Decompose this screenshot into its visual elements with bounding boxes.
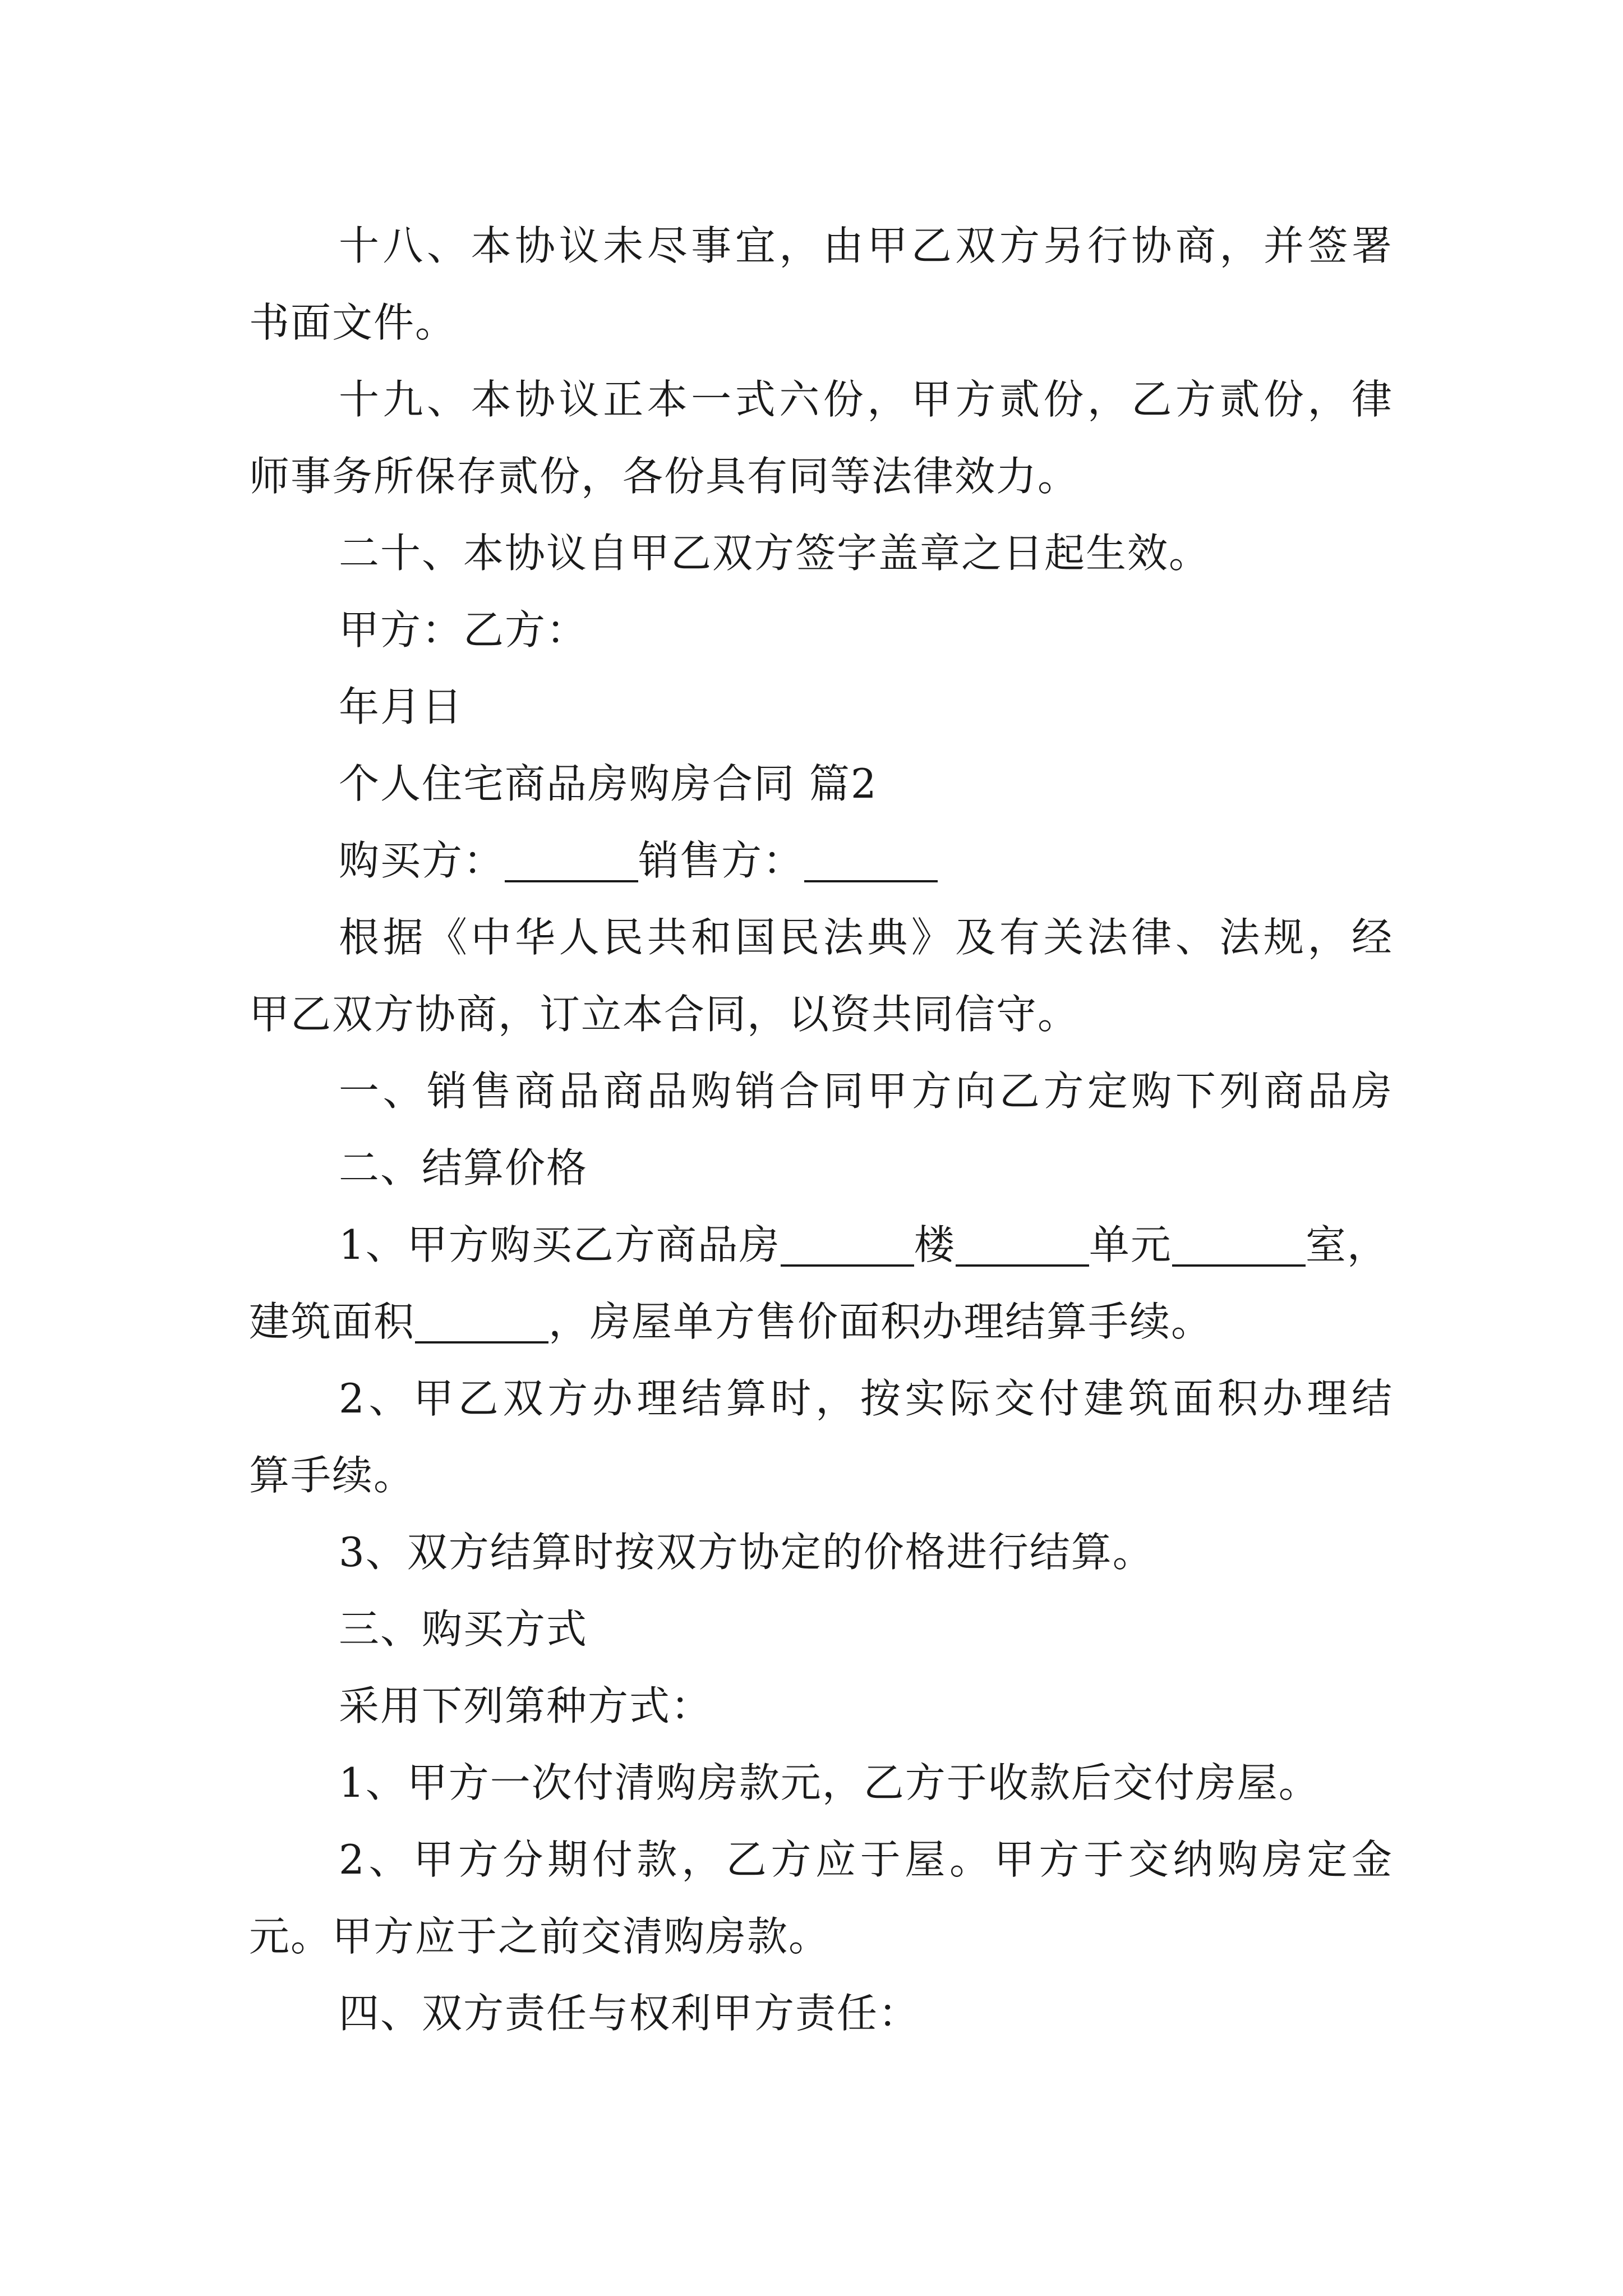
payment-option-2-line-2: 元。甲方应于之前交清购房款。	[249, 1913, 831, 1960]
clause-18-line-2: 书面文件。	[249, 299, 457, 346]
clause-19-line-2: 师事务所保存贰份，各份具有同等法律效力。	[249, 453, 1080, 500]
room-blank	[1172, 1264, 1306, 1267]
preamble-line-1: 根据《中华人民共和国民法典》及有关法律、法规，经	[339, 914, 1393, 961]
price-item-1-text-c: 单元	[1089, 1221, 1172, 1268]
unit-blank	[956, 1264, 1089, 1267]
section-3-heading: 三、购买方式	[339, 1605, 588, 1653]
price-item-2-line-1: 2、甲乙双方办理结算时，按实际交付建筑面积办理结	[339, 1375, 1393, 1422]
price-item-1-line-1	[249, 1207, 1393, 1283]
price-item-3: 3、双方结算时按双方协定的价格进行结算。	[339, 1529, 1154, 1576]
buyer-label: 购买方：	[339, 837, 505, 884]
preamble-line-2: 甲乙双方协商，订立本合同，以资共同信守。	[249, 991, 1080, 1038]
seller-label: 销售方：	[638, 837, 805, 884]
section-1-heading: 一、销售商品商品购销合同甲方向乙方定购下列商品房	[339, 1068, 1393, 1115]
price-item-1-text-e: 建筑面积	[249, 1298, 416, 1345]
price-item-1-text-a: 1、甲方购买乙方商品房	[339, 1221, 781, 1268]
parties-line	[249, 822, 1393, 899]
document-body	[249, 208, 1393, 2052]
seller-blank	[804, 880, 938, 882]
section-2-heading: 二、结算价格	[339, 1144, 588, 1191]
clause-20: 二十、本协议自甲乙双方签字盖章之日起生效。	[339, 530, 1211, 577]
price-item-1-text-d: 室，	[1305, 1221, 1389, 1268]
signature-date: 年月日	[339, 683, 464, 730]
payment-option-2-line-1: 2、甲方分期付款，乙方应于屋。甲方于交纳购房定金	[339, 1836, 1393, 1883]
price-item-1-text-f: ，房屋单方售价面积办理结算手续。	[548, 1298, 1213, 1345]
payment-option-1: 1、甲方一次付清购房款元，乙方于收款后交付房屋。	[339, 1759, 1320, 1806]
building-blank	[781, 1264, 914, 1267]
signature-parties: 甲方：乙方：	[339, 606, 588, 654]
buyer-blank	[505, 880, 638, 882]
clause-19-line-1: 十九、本协议正本一式六份，甲方贰份，乙方贰份，律	[339, 376, 1393, 423]
price-item-1-text-b: 楼	[914, 1221, 956, 1268]
contract-title: 个人住宅商品房购房合同 篇2	[339, 760, 878, 807]
area-blank	[415, 1341, 548, 1343]
payment-intro: 采用下列第种方式：	[339, 1682, 713, 1729]
price-item-1-line-2	[249, 1283, 1393, 1360]
price-item-2-line-2: 算手续。	[249, 1452, 416, 1499]
clause-18-line-1: 十八、本协议未尽事宜，由甲乙双方另行协商，并签署	[339, 222, 1393, 269]
section-4-heading: 四、双方责任与权利甲方责任：	[339, 1990, 920, 2037]
